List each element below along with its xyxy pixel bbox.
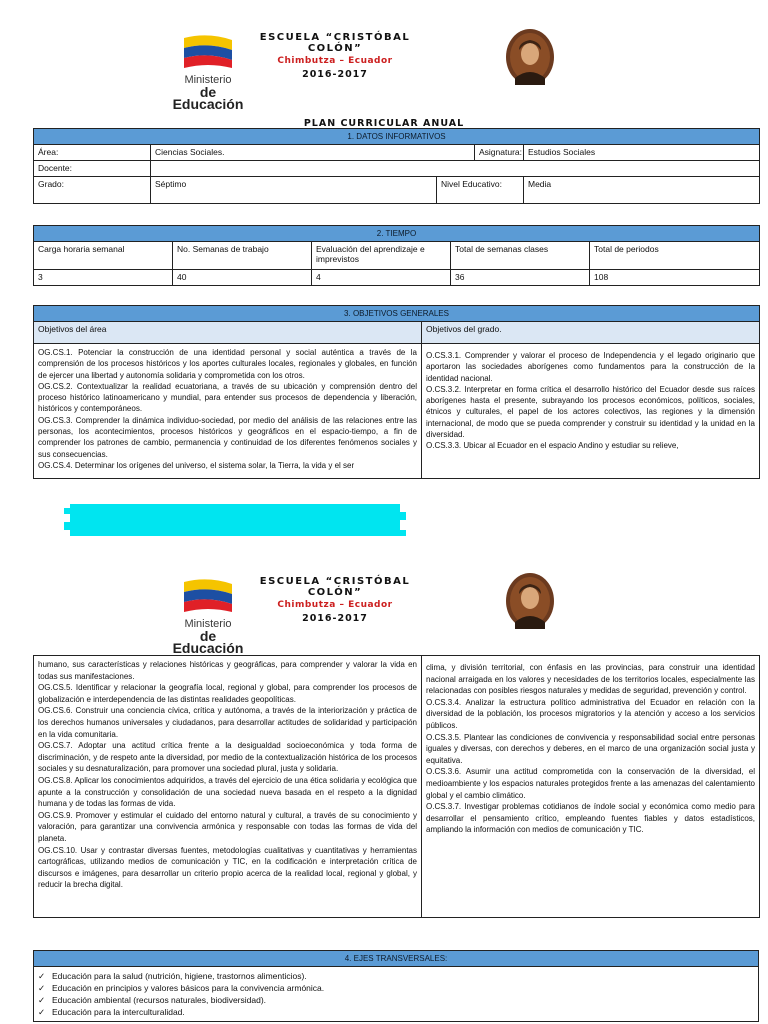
section2-title: 2. TIEMPO [34, 226, 760, 242]
logo-line2: de Educación [172, 628, 244, 656]
page-header-2 [0, 568, 768, 658]
tiempo-header: Total de semanas clases [451, 242, 590, 270]
tiempo-header: Total de periodos [590, 242, 760, 270]
school-name: ESCUELA “CRISTÓBAL COLÓN” [259, 32, 411, 54]
list-item [38, 1006, 754, 1018]
school-location: Chimbutza – Ecuador [277, 56, 393, 66]
ministerio-logo [168, 576, 248, 656]
nivel-value: Media [524, 177, 760, 204]
check-icon: ✓ [38, 971, 46, 981]
check-icon: ✓ [38, 1007, 46, 1017]
datos-informativos-table [33, 128, 760, 204]
objetivos-table-part2 [33, 655, 760, 918]
school-name: ESCUELA “CRISTÓBAL COLÓN” [259, 576, 411, 598]
section4-title: 4. EJES TRANSVERSALES: [34, 951, 759, 967]
school-location: Chimbutza – Ecuador [277, 600, 393, 610]
plan-title: PLAN CURRICULAR ANUAL [303, 118, 465, 129]
eje-text: Educación para la salud (nutrición, higiene, trastornos alimenticios). [52, 971, 307, 981]
grado-value: Séptimo [151, 177, 437, 204]
colon-portrait-icon [505, 28, 555, 86]
eje-text: Educación ambiental (recursos naturales, biodiversidad). [52, 995, 267, 1005]
ejes-table [33, 950, 759, 1022]
objetivos-grado-text-cont: clima, y división territorial, con énfasis en las provincias, para construir una identidad nacional arraigada en los valores y necesidades de los territorios locales, especialmente las relacionadas con posibles riesgos naturales y medidas de seguridad, prevención y control. O.CS.3.4. Analizar la estructura político administrativa del Ecuador en relación con la diversidad de la población, los procesos migratorios y la atención y acceso a los servicios públicos. O.CS.3.5. Plantear las condiciones de convivencia y responsabilidad social entre personas iguales y diversas, con derechos y deberes, en el marco de una organización social justa y equitativa. O.CS.3.6. Asumir una actitud comprometida con la conservación de la diversidad, el medioambiente y los espacios naturales protegidos frente a las amenazas del calentamiento global y el cambio climático. O.CS.3.7. Investigar problemas cotidianos de índole social y económica como medio para desarrollar el pensamiento crítico, empleando fuentes fiables y datos estadísticos, ampliando la información con medios de comunicación y TIC. [422, 656, 760, 918]
ministerio-logo [168, 32, 248, 112]
objetivos-grado-header: Objetivos del grado. [422, 322, 760, 344]
logo-line1: Ministerio [184, 74, 232, 86]
eje-text: Educación en principios y valores básicos para la convivencia armónica. [52, 983, 325, 993]
school-year: 2016-2017 [302, 613, 368, 624]
list-item [38, 994, 754, 1006]
check-icon: ✓ [38, 983, 46, 993]
school-info [250, 576, 420, 624]
section3-title: 3. OBJETIVOS GENERALES [34, 306, 760, 322]
nivel-label: Nivel Educativo: [437, 177, 524, 204]
area-label: Área: [34, 145, 151, 161]
tiempo-header: Evaluación del aprendizaje e imprevistos [312, 242, 451, 270]
logo-line2: de Educación [172, 84, 244, 112]
asignatura-value: Estudios Sociales [524, 145, 760, 161]
area-value: Ciencias Sociales. [151, 145, 475, 161]
section1-title: 1. DATOS INFORMATIVOS [34, 129, 760, 145]
tiempo-value: 40 [173, 270, 312, 286]
tiempo-value: 4 [312, 270, 451, 286]
eje-text: Educación para la interculturalidad. [52, 1007, 185, 1017]
tiempo-header: Carga horaria semanal [34, 242, 173, 270]
decorative-banner [62, 500, 407, 540]
tiempo-value: 36 [451, 270, 590, 286]
ejes-list [34, 967, 759, 1022]
page-header [0, 24, 768, 114]
check-icon: ✓ [38, 995, 46, 1005]
logo-line1: Ministerio [184, 618, 232, 630]
tiempo-value: 108 [590, 270, 760, 286]
objetivos-area-text: OG.CS.1. Potenciar la construcción de una identidad personal y social auténtica a través de la comprensión de los procesos históricos y los aportes culturales locales, regionales y globales, en función de ejercer una libertad y autonomía solidaria y comprometida con los otros. OG.CS.2. Contextualizar la realidad ecuatoriana, a través de su ubicación y comprensión dentro del proceso histórico latinoamericano y mundial, para entender sus procesos de dependencia y liberación, históricos y contemporáneos. OG.CS.3. Comprender la dinámica individuo-sociedad, por medio del análisis de las relaciones entre las personas, los acontecimientos, procesos históricos y geográficos en el espacio-tiempo, a fin de comprender los patrones de cambio, permanencia y continuidad de los diferentes fenómenos sociales y sus consecuencias. OG.CS.4. Determinar los orígenes del universo, el sistema solar, la Tierra, la vida y el ser [34, 344, 422, 479]
colon-portrait-icon [505, 572, 555, 630]
grado-label: Grado: [34, 177, 151, 204]
school-info [250, 32, 420, 80]
tiempo-value: 3 [34, 270, 173, 286]
asignatura-label: Asignatura: [475, 145, 524, 161]
docente-value [151, 161, 760, 177]
docente-label: Docente: [34, 161, 151, 177]
objetivos-area-text-cont: humano, sus características y relaciones históricas y geográficas, para comprender y valorar la vida en todas sus manifestaciones. OG.CS.5. Identificar y relacionar la geografía local, regional y global, para comprender los procesos de globalización e interdependencia de las distintas realidades geopolíticas. OG.CS.6. Construir una conciencia cívica, crítica y autónoma, a través de la interiorización y práctica de los derechos humanos universales y ciudadanos, para desarrollar actitudes de solidaridad y participación en la vida comunitaria. OG.CS.7. Adoptar una actitud crítica frente a la desigualdad socioeconómica y toda forma de discriminación, y de respeto ante la diversidad, por medio de la contextualización histórica de los procesos sociales y su desnaturalización, para promover una sociedad plural, justa y solidaria. OG.CS.8. Aplicar los conocimientos adquiridos, a través del ejercicio de una ética solidaria y ecológica que apunte a la construcción y consolidación de una sociedad nueva basada en el respeto a la dignidad humana y de todas las formas de vida. OG.CS.9. Promover y estimular el cuidado del entorno natural y cultural, a través de su conocimiento y valoración, para garantizar una convivencia armónica y responsable con todas las formas de vida del planeta. OG.CS.10. Usar y contrastar diversas fuentes, metodologías cualitativas y cuantitativas y herramientas cartográficas, utilizando medios de comunicación y TIC, en la codificación e interpretación crítica de discursos e imágenes, para desarrollar un criterio propio acerca de la realidad local, regional y global, y reducir la brecha digital. [34, 656, 422, 918]
tiempo-table [33, 225, 760, 286]
logo-text [168, 618, 248, 654]
objetivos-grado-text: O.CS.3.1. Comprender y valorar el proceso de Independencia y el legado originario que aportaron las sociedades aborígenes como fundamentos para la construcción de la identidad nacional. O.CS.3.2. Interpretar en forma crítica el desarrollo histórico del Ecuador desde sus raíces aborígenes hasta el presente, subrayando los procesos económicos, políticos, sociales, étnicos y culturales, el papel de los actores colectivos, las regiones y la dimensión internacional, de modo que se pueda comprender y construir su identidad y la unidad en la diversidad. O.CS.3.3. Ubicar al Ecuador en el espacio Andino y estudiar su relieve, [422, 344, 760, 479]
objetivos-area-header: Objetivos del área [34, 322, 422, 344]
logo-text [168, 74, 248, 110]
ecuador-flag-logo-icon [178, 34, 238, 72]
school-year: 2016-2017 [302, 69, 368, 80]
objetivos-table-part1 [33, 305, 760, 479]
ecuador-flag-logo-icon [178, 578, 238, 616]
list-item [38, 982, 754, 994]
tiempo-header: No. Semanas de trabajo [173, 242, 312, 270]
list-item [38, 970, 754, 982]
